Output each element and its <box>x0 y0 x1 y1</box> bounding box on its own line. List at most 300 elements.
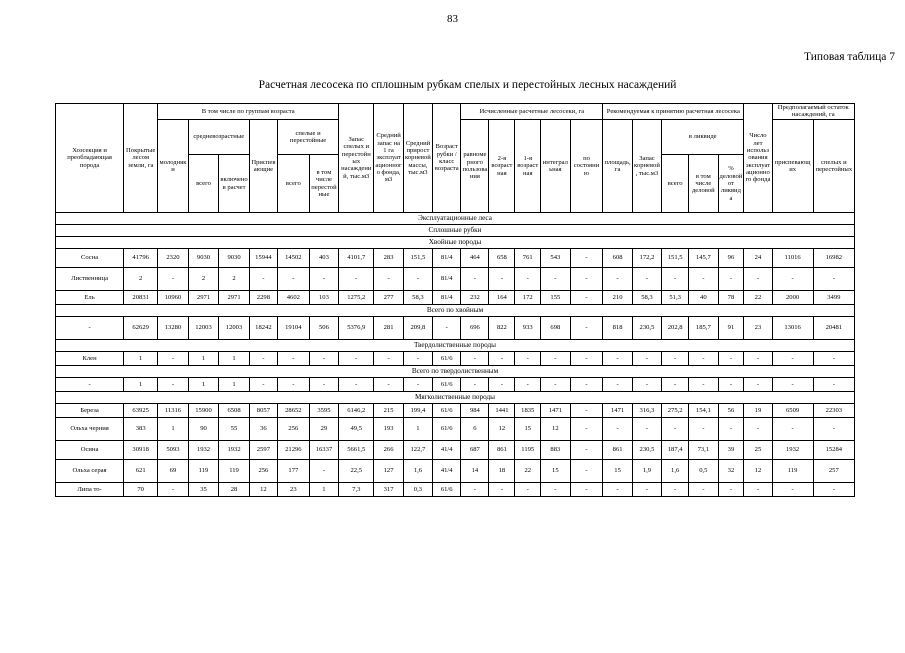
table-cell: 1932 <box>188 441 219 460</box>
table-cell: - <box>744 268 772 291</box>
table-cell: 81/4 <box>433 249 461 268</box>
table-cell: 15284 <box>813 441 854 460</box>
header-age-class: Возраст рубки / класс возраста <box>433 104 461 213</box>
table-row <box>56 418 855 441</box>
table-row <box>56 404 855 418</box>
table-cell: 2298 <box>249 291 277 305</box>
header-ripe-included: в том числе перестойные <box>309 155 338 213</box>
table-cell: - <box>689 268 718 291</box>
table-cell: 1 <box>158 418 189 441</box>
table-cell: - <box>309 268 338 291</box>
table-cell: 1 <box>124 352 158 366</box>
section-label: Мягколиственные породы <box>56 392 855 404</box>
table-cell: 215 <box>374 404 403 418</box>
table-cell: 1,6 <box>403 460 432 483</box>
table-cell: 8057 <box>249 404 277 418</box>
table-cell: 28 <box>219 483 250 497</box>
table-cell: 275,2 <box>662 404 689 418</box>
table-cell: - <box>339 378 374 392</box>
table-row <box>56 249 855 268</box>
table-cell: 1 <box>403 418 432 441</box>
table-cell: 4101,7 <box>339 249 374 268</box>
table-cell: 20831 <box>124 291 158 305</box>
table-cell: 1 <box>188 352 219 366</box>
header-covered-area: Покрытые лесом земли, га <box>124 104 158 213</box>
table-cell: 177 <box>277 460 309 483</box>
table-cell: 3499 <box>813 291 854 305</box>
header-pct-business: % деловой от ликвида <box>718 155 744 213</box>
table-cell: 2 <box>124 268 158 291</box>
table-cell: 1 <box>309 483 338 497</box>
table-cell: 187,4 <box>662 441 689 460</box>
table-cell: 151,5 <box>403 249 432 268</box>
table-cell: - <box>744 378 772 392</box>
table-cell: 316,3 <box>632 404 661 418</box>
table-container <box>55 103 855 497</box>
table-cell: 193 <box>374 418 403 441</box>
table-cell: - <box>689 418 718 441</box>
table-cell: 127 <box>374 460 403 483</box>
table-cell: 32 <box>718 460 744 483</box>
table-cell: 23 <box>744 317 772 340</box>
table-cell: 119 <box>219 460 250 483</box>
table-cell: 19104 <box>277 317 309 340</box>
table-row <box>56 291 855 305</box>
table-cell: 40 <box>689 291 718 305</box>
table-cell: 5376,9 <box>339 317 374 340</box>
table-cell: 25 <box>744 441 772 460</box>
table-cell: - <box>772 483 813 497</box>
table-cell: - <box>570 404 603 418</box>
table-cell: 81/4 <box>433 268 461 291</box>
table-cell: - <box>541 352 570 366</box>
table-cell: 281 <box>374 317 403 340</box>
table-cell: 16982 <box>813 249 854 268</box>
table-cell: 145,7 <box>689 249 718 268</box>
table-section-row <box>56 392 855 404</box>
table-cell: 6146,2 <box>339 404 374 418</box>
table-cell: 1 <box>124 378 158 392</box>
table-cell: 543 <box>541 249 570 268</box>
table-cell: 15944 <box>249 249 277 268</box>
header-integral: интегральная <box>541 119 570 212</box>
table-cell: - <box>570 378 603 392</box>
table-section-row <box>56 366 855 378</box>
row-species-label: Ель <box>56 291 124 305</box>
section-label: Хвойные породы <box>56 237 855 249</box>
table-cell: - <box>570 291 603 305</box>
table-cell: 2 <box>219 268 250 291</box>
table-cell: 22 <box>744 291 772 305</box>
table-cell: - <box>772 378 813 392</box>
table-cell: 1441 <box>489 404 515 418</box>
table-cell: - <box>813 483 854 497</box>
table-cell: 1932 <box>772 441 813 460</box>
table-cell: 1471 <box>603 404 632 418</box>
table-cell: 698 <box>541 317 570 340</box>
table-cell: 1,6 <box>662 460 689 483</box>
table-cell: 18 <box>489 460 515 483</box>
table-cell: 621 <box>124 460 158 483</box>
table-cell: 21296 <box>277 441 309 460</box>
table-cell: 51,3 <box>662 291 689 305</box>
table-cell: 91 <box>718 317 744 340</box>
table-cell: 119 <box>772 460 813 483</box>
table-cell: 73,1 <box>689 441 718 460</box>
table-cell: - <box>570 483 603 497</box>
table-cell: - <box>403 352 432 366</box>
header-avg-stock: Средний запас на 1 га эксплуатационного фонда, м3 <box>374 104 403 213</box>
table-cell: - <box>632 378 661 392</box>
table-cell: 283 <box>374 249 403 268</box>
table-cell: - <box>489 352 515 366</box>
table-cell: 41796 <box>124 249 158 268</box>
table-cell: 12 <box>744 460 772 483</box>
table-cell: 317 <box>374 483 403 497</box>
table-cell: - <box>541 378 570 392</box>
header-liquid-total: всего <box>662 155 689 213</box>
row-species-label: Липа то- <box>56 483 124 497</box>
table-row <box>56 460 855 483</box>
header-avg-increment: Средний прирост корневой массы, тыс.м3 <box>403 104 432 213</box>
table-cell: 2 <box>188 268 219 291</box>
table-cell: - <box>277 378 309 392</box>
table-cell: 15 <box>515 418 541 441</box>
table-cell: 256 <box>277 418 309 441</box>
table-cell: - <box>570 418 603 441</box>
table-cell: - <box>632 418 661 441</box>
table-cell: - <box>403 378 432 392</box>
table-cell: 30918 <box>124 441 158 460</box>
table-cell: - <box>603 268 632 291</box>
table-cell: 70 <box>124 483 158 497</box>
table-cell: 62629 <box>124 317 158 340</box>
table-cell: - <box>541 268 570 291</box>
table-cell: - <box>718 352 744 366</box>
table-cell: 2971 <box>219 291 250 305</box>
header-hozsection: Хозсекция и преобладающая порода <box>56 104 124 213</box>
table-cell: 464 <box>461 249 489 268</box>
table-cell: 29 <box>309 418 338 441</box>
table-cell: - <box>662 268 689 291</box>
table-cell: 266 <box>374 441 403 460</box>
header-young: молодняки <box>158 119 189 212</box>
table-cell: - <box>813 352 854 366</box>
table-section-row <box>56 305 855 317</box>
table-cell: 151,5 <box>662 249 689 268</box>
table-cell: 14502 <box>277 249 309 268</box>
table-cell: 155 <box>541 291 570 305</box>
table-row <box>56 317 855 340</box>
table-cell: - <box>570 249 603 268</box>
table-cell: 61/6 <box>433 418 461 441</box>
table-cell: - <box>249 378 277 392</box>
table-cell: - <box>489 483 515 497</box>
table-cell: - <box>158 352 189 366</box>
table-cell: 23 <box>277 483 309 497</box>
table-cell: 1275,2 <box>339 291 374 305</box>
table-cell: 19 <box>744 404 772 418</box>
table-cell: - <box>461 268 489 291</box>
table-cell: 861 <box>489 441 515 460</box>
page-title: Расчетная лесосека по сплошным рубкам спелых и перестойных лесных насаждений <box>258 79 677 91</box>
header-middle-total: всего <box>188 155 219 213</box>
table-cell: 13016 <box>772 317 813 340</box>
table-cell: 230,5 <box>632 441 661 460</box>
table-cell: 933 <box>515 317 541 340</box>
table-cell: - <box>339 352 374 366</box>
table-cell: - <box>277 268 309 291</box>
table-cell: 56 <box>718 404 744 418</box>
table-cell: 202,8 <box>662 317 689 340</box>
table-cell: 9030 <box>188 249 219 268</box>
table-cell: 96 <box>718 249 744 268</box>
table-cell: 49,5 <box>339 418 374 441</box>
table-cell: 90 <box>188 418 219 441</box>
header-calculated-group: Исчисленные расчетные лесосеки, га <box>461 104 603 120</box>
table-cell: 15 <box>603 460 632 483</box>
row-species-label: Осина <box>56 441 124 460</box>
row-species-label: Лиственница <box>56 268 124 291</box>
table-cell: - <box>461 378 489 392</box>
table-section-row <box>56 237 855 249</box>
table-cell: 506 <box>309 317 338 340</box>
table-cell: 12 <box>489 418 515 441</box>
table-cell: - <box>570 441 603 460</box>
row-species-label: Береза <box>56 404 124 418</box>
table-cell: - <box>374 352 403 366</box>
table-cell: - <box>772 418 813 441</box>
page-number: 83 <box>447 13 458 25</box>
row-species-label: Сосна <box>56 249 124 268</box>
header-liquid-group: в ликвиде <box>662 119 744 155</box>
table-row <box>56 378 855 392</box>
table-cell: 0,5 <box>689 460 718 483</box>
table-cell: - <box>632 352 661 366</box>
header-middle-included: включено в расчет <box>219 155 250 213</box>
table-cell: 4602 <box>277 291 309 305</box>
table-cell: - <box>158 378 189 392</box>
table-cell: 5093 <box>158 441 189 460</box>
table-cell: 61/6 <box>433 404 461 418</box>
table-cell: 119 <box>188 460 219 483</box>
section-label: Эксплуатационные леса <box>56 213 855 225</box>
table-cell: 13280 <box>158 317 189 340</box>
table-label: Типовая таблица 7 <box>804 51 895 63</box>
header-years-use: Число лет использования эксплуатационного фонда <box>744 104 772 213</box>
row-species-label: - <box>56 317 124 340</box>
table-cell: - <box>541 483 570 497</box>
header-age-groups: В том числе по группам возраста <box>158 104 339 120</box>
header-recommended-group: Рекомендуемая к принятию расчетная лесосека <box>603 104 744 120</box>
table-cell: 16337 <box>309 441 338 460</box>
table-cell: 164 <box>489 291 515 305</box>
table-cell: - <box>662 418 689 441</box>
table-cell: - <box>603 352 632 366</box>
table-cell: 24 <box>744 249 772 268</box>
section-label: Всего по твердолиственным <box>56 366 855 378</box>
header-stock-ripe: Запас спелых и перестойных насаждений, тыс.м3 <box>339 104 374 213</box>
table-cell: 1932 <box>219 441 250 460</box>
row-species-label: - <box>56 378 124 392</box>
table-cell: - <box>515 378 541 392</box>
table-body <box>56 213 855 497</box>
table-cell: 1 <box>219 352 250 366</box>
table-cell: 209,8 <box>403 317 432 340</box>
table-cell: 403 <box>309 249 338 268</box>
table-cell: 1,9 <box>632 460 661 483</box>
header-second-age: 2-я возрастная <box>489 119 515 212</box>
header-remainder-group: Предполагаемый остаток насаждений, га <box>772 104 854 120</box>
table-cell: 15 <box>541 460 570 483</box>
table-cell: 12003 <box>219 317 250 340</box>
header-equal-use: равномерного пользования <box>461 119 489 212</box>
header-ripe-total: всего <box>277 155 309 213</box>
table-cell: 11016 <box>772 249 813 268</box>
calculation-table <box>55 103 855 497</box>
table-cell: - <box>158 483 189 497</box>
table-cell: - <box>309 352 338 366</box>
table-cell: - <box>515 268 541 291</box>
table-cell: 696 <box>461 317 489 340</box>
table-cell: - <box>772 352 813 366</box>
table-cell: - <box>515 352 541 366</box>
table-section-row <box>56 340 855 352</box>
table-cell: 257 <box>813 460 854 483</box>
table-cell: - <box>603 378 632 392</box>
table-cell: - <box>689 483 718 497</box>
table-row <box>56 352 855 366</box>
table-cell: 658 <box>489 249 515 268</box>
table-cell: 41/4 <box>433 441 461 460</box>
header-middle-group: средневозрастные <box>188 119 249 155</box>
table-cell: - <box>813 418 854 441</box>
header-by-state: по состоянию <box>570 119 603 212</box>
table-cell: 69 <box>158 460 189 483</box>
table-cell: 14 <box>461 460 489 483</box>
table-cell: 61/6 <box>433 483 461 497</box>
table-cell: 61/6 <box>433 378 461 392</box>
table-cell: 122,7 <box>403 441 432 460</box>
table-cell: 15900 <box>188 404 219 418</box>
table-cell: 22,5 <box>339 460 374 483</box>
row-species-label: Ольха черния <box>56 418 124 441</box>
table-cell: 2597 <box>249 441 277 460</box>
table-cell: 103 <box>309 291 338 305</box>
table-cell: 41/4 <box>433 460 461 483</box>
table-cell: - <box>632 268 661 291</box>
table-cell: 6508 <box>219 404 250 418</box>
table-cell: 2000 <box>772 291 813 305</box>
table-cell: 761 <box>515 249 541 268</box>
table-cell: 687 <box>461 441 489 460</box>
table-cell: - <box>772 268 813 291</box>
table-section-row <box>56 225 855 237</box>
table-cell: 28652 <box>277 404 309 418</box>
table-cell: - <box>744 483 772 497</box>
table-cell: 984 <box>461 404 489 418</box>
header-ripe-group: спелые и перестойные <box>277 119 338 155</box>
table-cell: - <box>570 460 603 483</box>
table-cell: 1 <box>219 378 250 392</box>
table-row <box>56 483 855 497</box>
table-cell: - <box>249 268 277 291</box>
table-cell: - <box>718 378 744 392</box>
table-cell: - <box>403 268 432 291</box>
table-cell: 256 <box>249 460 277 483</box>
table-cell: 1195 <box>515 441 541 460</box>
table-cell: 822 <box>489 317 515 340</box>
table-cell: 22 <box>515 460 541 483</box>
table-cell: - <box>570 317 603 340</box>
header-remainder-ripe: спелых и перестойных <box>813 119 854 212</box>
table-cell: 818 <box>603 317 632 340</box>
table-cell: - <box>744 352 772 366</box>
header-pre-ripe: Приспевающие <box>249 119 277 212</box>
table-cell: - <box>718 483 744 497</box>
table-cell: - <box>277 352 309 366</box>
table-cell: - <box>339 268 374 291</box>
table-cell: - <box>662 483 689 497</box>
header-area-ha: площадь, га <box>603 119 632 212</box>
table-cell: - <box>662 378 689 392</box>
table-cell: 61/6 <box>433 352 461 366</box>
table-cell: 12 <box>249 483 277 497</box>
table-cell: - <box>374 378 403 392</box>
table-cell: 20481 <box>813 317 854 340</box>
table-cell: 58,3 <box>632 291 661 305</box>
table-cell: 383 <box>124 418 158 441</box>
table-cell: 81/4 <box>433 291 461 305</box>
table-cell: - <box>158 268 189 291</box>
section-label: Всего по хвойным <box>56 305 855 317</box>
table-cell: 6 <box>461 418 489 441</box>
table-cell: 199,4 <box>403 404 432 418</box>
table-cell: 22303 <box>813 404 854 418</box>
section-label: Твердолиственные породы <box>56 340 855 352</box>
table-cell: - <box>603 483 632 497</box>
table-cell: 39 <box>718 441 744 460</box>
table-cell: 12003 <box>188 317 219 340</box>
table-cell: 35 <box>188 483 219 497</box>
table-cell: 172,2 <box>632 249 661 268</box>
table-cell: - <box>570 268 603 291</box>
row-species-label: Клен <box>56 352 124 366</box>
table-cell: 1 <box>188 378 219 392</box>
row-species-label: Ольха серая <box>56 460 124 483</box>
table-cell: - <box>249 352 277 366</box>
table-cell: 2971 <box>188 291 219 305</box>
table-cell: 10960 <box>158 291 189 305</box>
table-cell: 210 <box>603 291 632 305</box>
table-cell: - <box>515 483 541 497</box>
table-cell: 3595 <box>309 404 338 418</box>
table-cell: 172 <box>515 291 541 305</box>
table-cell: 2320 <box>158 249 189 268</box>
section-label: Сплошные рубки <box>56 225 855 237</box>
table-cell: - <box>570 352 603 366</box>
table-cell: - <box>433 317 461 340</box>
table-cell: - <box>744 418 772 441</box>
table-cell: 1471 <box>541 404 570 418</box>
table-section-row <box>56 213 855 225</box>
table-cell: 154,1 <box>689 404 718 418</box>
table-cell: - <box>689 352 718 366</box>
table-cell: - <box>813 378 854 392</box>
table-cell: 1835 <box>515 404 541 418</box>
table-row <box>56 441 855 460</box>
table-cell: 11316 <box>158 404 189 418</box>
